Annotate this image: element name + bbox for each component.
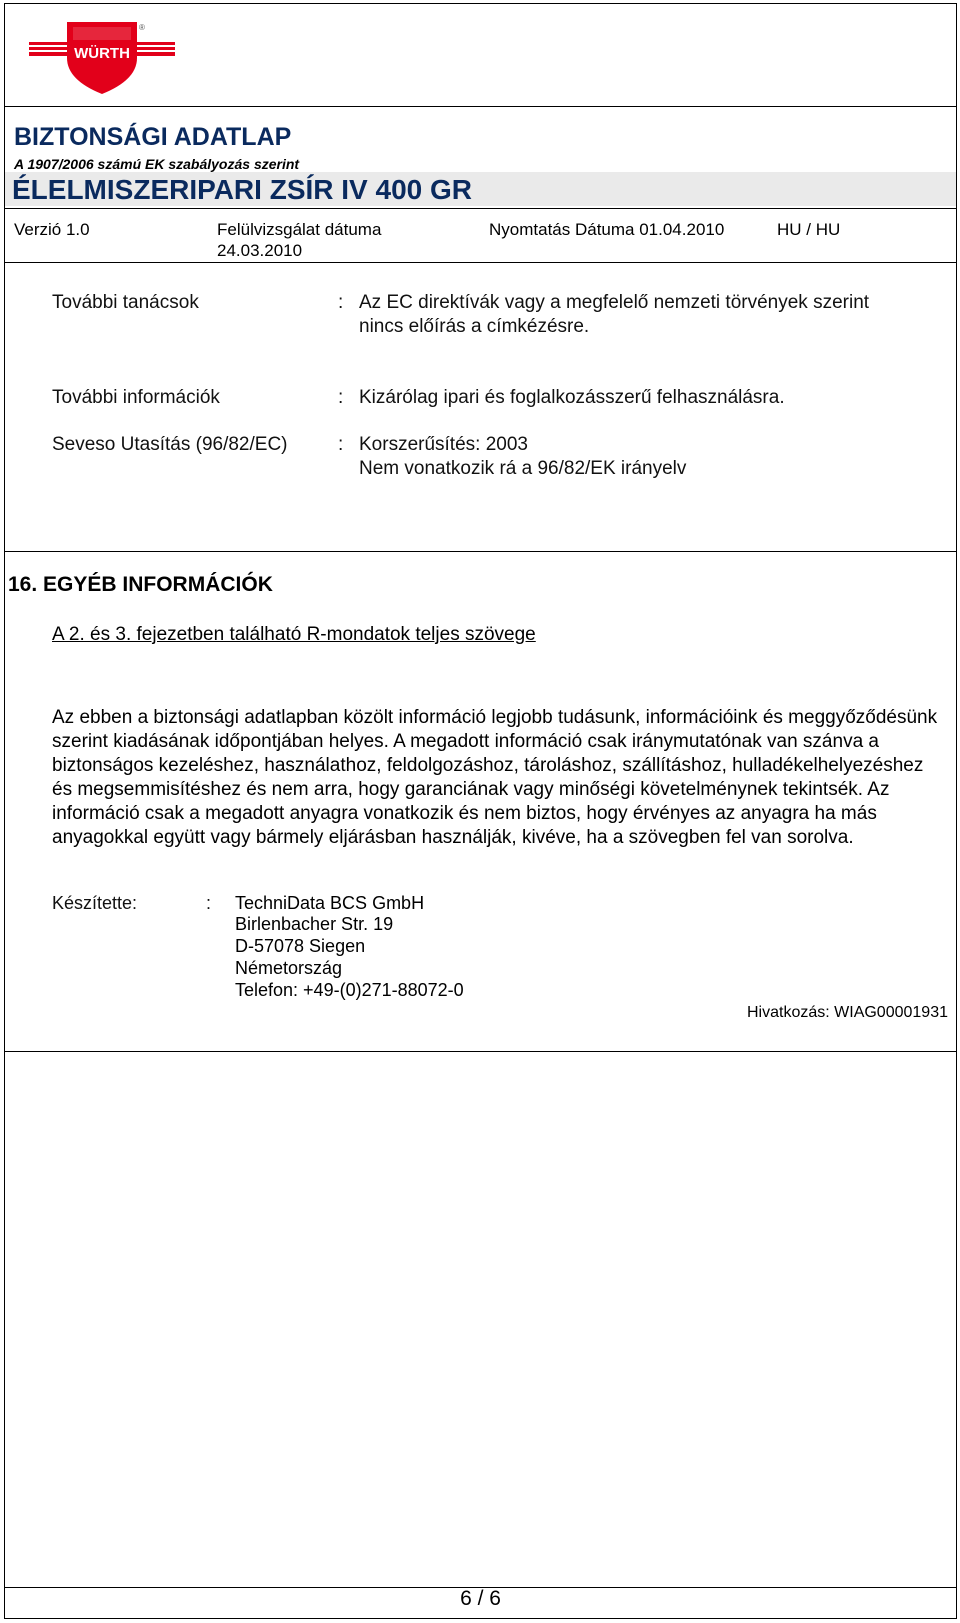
regulation-note: A 1907/2006 számú EK szabályozás szerint <box>14 156 300 172</box>
info-colon: : <box>338 387 344 408</box>
prepared-label: Készítette: <box>52 893 138 913</box>
print-date: Nyomtatás Dátuma 01.04.2010 <box>489 220 725 239</box>
revision-label: Felülvizsgálat dátuma <box>217 220 382 239</box>
advice-line-1: Az EC direktívák vagy a megfelelő nemzeti törvények szerint <box>359 292 870 313</box>
info-label: További információk <box>52 387 220 408</box>
prepared-colon: : <box>206 893 212 913</box>
company-city: D-57078 Siegen <box>235 936 366 956</box>
header-rule-top <box>4 106 957 107</box>
disclaimer-paragraph: Az ebben a biztonsági adatlapban közölt információ legjobb tudásunk, információink és meggyőződésünk szerint kiadásának időpontjában helyes. A megadott információ csak iránymutatónak van szánva a biztonságos kezeléshez, használathoz, feldolgozáshoz, tároláshoz, szállításhoz, hulladékelhelyezéshez és megsemmisítéshez és nem arra, hogy garanciának vagy minőségi követelménynek tekintsék. Az információ csak a megadott anyagra vonatkozik és nem biztos, hogy érvényes az anyagra ha más anyagokkal együtt vagy bármely eljárásban használják, kivéve, ha a szövegben fel van sorolva. <box>52 707 938 848</box>
product-name: ÉLELMISZERIPARI ZSÍR IV 400 GR <box>12 174 473 205</box>
locale-label: HU / HU <box>777 220 841 239</box>
svg-text:®: ® <box>139 23 145 32</box>
revision-date: 24.03.2010 <box>217 241 303 260</box>
header-rule-bottom <box>4 262 957 263</box>
header-rule-middle <box>4 208 957 209</box>
company-name: TechniData BCS GmbH <box>235 893 425 913</box>
content-end-rule <box>4 1051 957 1052</box>
seveso-label: Seveso Utasítás (96/82/EC) <box>52 434 288 455</box>
advice-line-2: nincs előírás a címkézésre. <box>359 316 590 337</box>
company-street: Birlenbacher Str. 19 <box>235 914 394 934</box>
reference-code: Hivatkozás: WIAG00001931 <box>747 1004 948 1021</box>
section-divider <box>4 551 957 552</box>
document-title: BIZTONSÁGI ADATLAP <box>14 123 292 151</box>
advice-colon: : <box>338 292 344 313</box>
company-phone: Telefon: +49-(0)271-88072-0 <box>235 980 464 1000</box>
seveso-line-1: Korszerűsítés: 2003 <box>359 434 528 455</box>
r-phrases-heading: A 2. és 3. fejezetben található R-mondatok teljes szövege <box>52 624 536 645</box>
company-country: Németország <box>235 958 343 978</box>
page-number: 6 / 6 <box>460 1587 501 1610</box>
seveso-line-2: Nem vonatkozik rá a 96/82/EK irányelv <box>359 458 687 479</box>
version-label: Verzió 1.0 <box>14 220 90 239</box>
info-value: Kizárólag ipari és foglalkozásszerű felhasználásra. <box>359 387 785 408</box>
section-16-title: 16. EGYÉB INFORMÁCIÓK <box>8 573 273 596</box>
seveso-colon: : <box>338 434 344 455</box>
wurth-logo <box>29 18 175 96</box>
advice-label: További tanácsok <box>52 292 199 313</box>
logo-text: WÜRTH <box>74 45 130 62</box>
